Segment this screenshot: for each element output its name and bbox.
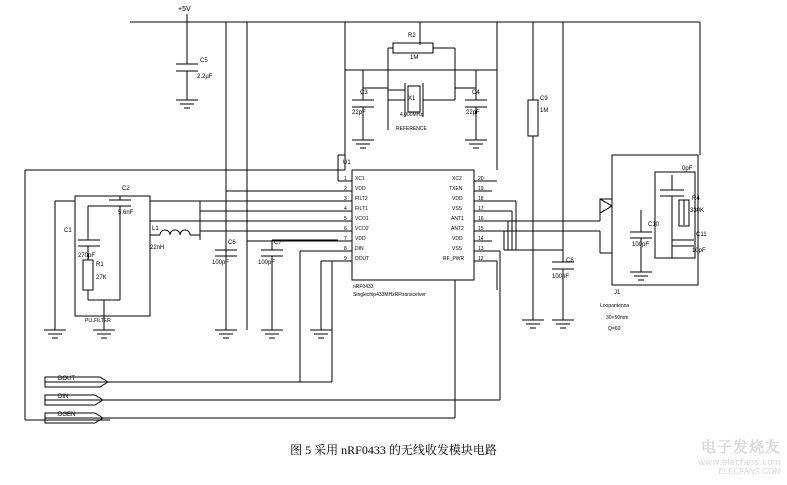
j1-ref: J1 [614, 290, 621, 296]
u1-pin-name-ANT2: ANT2 [451, 226, 464, 232]
u1-pin-name-XC1: XC1 [355, 176, 365, 182]
u1-pin-name-VSS-17: VSS [452, 206, 463, 212]
r2-value: 1M [410, 55, 419, 61]
c3-ref: C3 [360, 90, 368, 96]
r1-ref: R1 [96, 262, 104, 268]
c9-value: 1M [540, 108, 549, 114]
c4-value: 22pF [466, 110, 480, 116]
x1-ref: X1 [408, 96, 416, 102]
c3-value: 22pF [352, 110, 366, 116]
u1-pin-name-FILT1: FILT1 [355, 206, 368, 212]
l1-value: 22nH [150, 245, 165, 251]
figure-caption: 图 5 采用 nRF0433 的无线收发模块电路 [290, 443, 497, 457]
u1-pin-num-18: 18 [478, 196, 484, 202]
c5-value: 2.2µF [197, 74, 213, 80]
u1-pin-num-17: 17 [478, 206, 484, 212]
u1-pin-num-16: 16 [478, 216, 484, 222]
c6-value: 100pF [212, 260, 230, 266]
u1-pin-name-VDD-18: VDD [452, 196, 463, 202]
u1-part: nRF0433 [353, 284, 374, 290]
u1-pin-num-14: 14 [478, 236, 484, 242]
r1-value: 27K [96, 275, 107, 281]
u1-pin-name-ANT1: ANT1 [451, 216, 464, 222]
c6-ref: C6 [228, 240, 236, 246]
u1-pin-num-13: 13 [478, 246, 484, 252]
r4-ref: R4 [692, 196, 700, 202]
c1-value: 270pF [78, 253, 96, 259]
c7-ref: C7 [274, 240, 282, 246]
c11-ref: C11 [696, 232, 707, 238]
u1-pin-num-5: 5 [344, 216, 347, 222]
u1-pin-num-19: 19 [478, 186, 484, 192]
watermark-brand: 电子发烧友 [700, 439, 781, 456]
u1-pin-name-VCO1: VCO1 [355, 216, 369, 222]
r4-value: 330K [690, 208, 705, 214]
u1-pin-name-VDD-14: VDD [452, 236, 463, 242]
j1-name: Loopantenna [600, 303, 630, 309]
c8-ref: C8 [566, 258, 574, 264]
u1-pin-name-VDD-2: VDD [355, 186, 366, 192]
c10-value: 100pF [632, 242, 650, 248]
port-label-din[interactable]: DIN [58, 394, 69, 400]
reference-block-label: REFERENCE [396, 126, 427, 132]
u1-pin-num-20: 20 [478, 176, 484, 182]
u1-ref: U1 [343, 160, 351, 166]
u1-desc: Singlechip433MHzRFtransceiver [353, 292, 426, 298]
r2-ref: R2 [408, 33, 416, 39]
u1-pin-name-XC2: XC2 [452, 176, 462, 182]
l1-ref: L1 [152, 226, 159, 232]
c5-ref: C5 [200, 58, 208, 64]
watermark-url: www.elecfans.com [698, 457, 781, 467]
supply-label: +5V [178, 6, 191, 13]
u1-pin-num-15: 15 [478, 226, 484, 232]
watermark [698, 436, 781, 476]
c7-value: 100pF [258, 260, 276, 266]
u1-pin-num-6: 6 [344, 226, 347, 232]
u1-pin-num-7: 7 [344, 236, 347, 242]
u1-pin-name-DIN: DIN [355, 246, 364, 252]
x1-value: 4.000MHz [400, 112, 423, 118]
c2-ref: C2 [122, 186, 130, 192]
u1-pin-num-1: 1 [344, 176, 347, 182]
u1-pin-num-12: 12 [478, 256, 484, 262]
c0-value: 0pF [682, 166, 693, 172]
j1-size: 30×50mm [606, 315, 629, 321]
u1-pin-num-2: 2 [344, 186, 347, 192]
u1-pin-num-9: 9 [344, 256, 347, 262]
j1-q: Q=60 [608, 326, 621, 332]
u1-pin-name-VCO2: VCO2 [355, 226, 369, 232]
port-label-dout[interactable]: DOUT [58, 376, 75, 382]
u1-pin-name-RF-PWR: RF_PWR [443, 256, 465, 262]
u1-pin-name-FILT2: FILT2 [355, 196, 368, 202]
c2-value: 5.6nF [118, 210, 134, 216]
c11-value: 10pF [692, 248, 706, 254]
u1-pin-num-3: 3 [344, 196, 347, 202]
port-label-dgen[interactable]: DGEN [58, 412, 76, 418]
c9-ref: C9 [540, 96, 548, 102]
c4-ref: C4 [472, 90, 480, 96]
c1-ref: C1 [64, 228, 72, 234]
u1-pin-name-VSS-13: VSS [452, 246, 463, 252]
watermark-sub: ELECFANS.COM [718, 467, 781, 476]
c10-ref: C10 [648, 222, 660, 228]
u1-pin-num-8: 8 [344, 246, 347, 252]
u1-pin-num-4: 4 [344, 206, 347, 212]
c8-value: 100pF [552, 274, 570, 280]
u1-pin-name-TXEN: TXEN [449, 186, 463, 192]
u1-pin-name-VDD-7: VDD [355, 236, 366, 242]
pllfilter-label: PLLFILTER [85, 318, 111, 324]
u1-pin-name-DOUT: DOUT [355, 256, 370, 262]
